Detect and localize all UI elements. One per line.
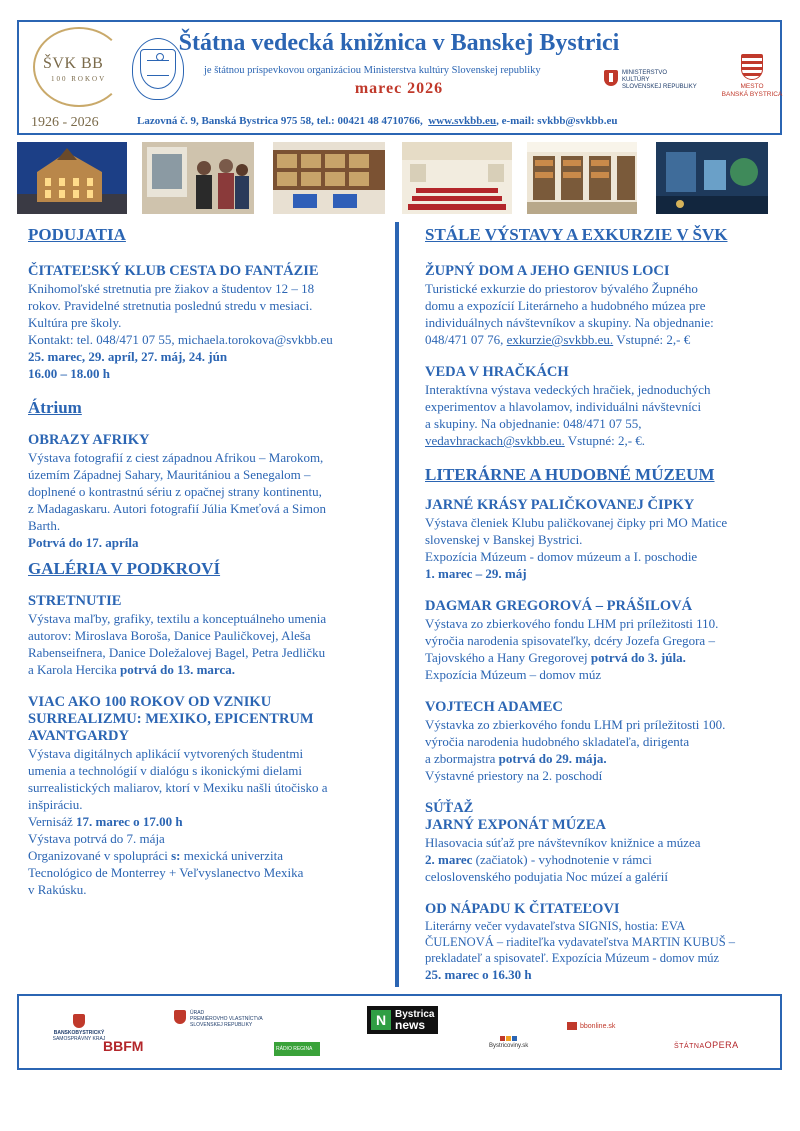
event-contact: Kontakt: tel. 048/471 07 55, michaela.torokova@svkbb.eu	[28, 332, 333, 347]
section-heading-stale-vystavy: STÁLE VÝSTAVY A EXKURZIE V ŠVK	[425, 225, 728, 244]
statna-opera-logo: ŠTÁTNAOPERA	[674, 1040, 739, 1050]
event-kicker: SÚŤAŽ	[425, 800, 474, 816]
event-until: Potrvá do 17. apríla	[28, 535, 139, 550]
city-shield-icon	[741, 54, 763, 80]
contact-address: Lazovná č. 9, Banská Bystrica 975 58, tel.: 00421 48 4710766, www.svkbb.eu, e-mail: svkbb@svkbb.eu	[137, 115, 618, 127]
urad-shield-icon	[174, 1010, 186, 1024]
event-title: VOJTECH ADAMEC	[425, 699, 563, 715]
event-title: STRETNUTIE	[28, 593, 122, 609]
bystricoviny-squares-icon	[489, 1036, 528, 1041]
bbfm-logo: BBFM	[103, 1038, 144, 1054]
photo-reading-room	[273, 142, 385, 214]
event-title: ŽUPNÝ DOM A JEHO GENIUS LOCI	[425, 263, 670, 279]
page-subtitle: je štátnou príspevkovou organizáciou Ministerstva kultúry Slovenskej republiky	[204, 65, 541, 76]
event-vernisaz: Vernisáž 17. marec o 17.00 h	[28, 814, 183, 829]
issue-month: marec 2026	[354, 80, 444, 97]
bbsk-logo: BANSKOBYSTRICKÝ SAMOSPRÁVNY KRAJ	[49, 1014, 109, 1042]
bbsk-shield-icon	[73, 1014, 85, 1028]
photo-library-shelves	[527, 142, 637, 214]
urad-logo: ÚRAD PREMIÉROVHO VLASTNÍCTVA SLOVENSKEJ REPUBLIKY	[174, 1010, 263, 1028]
bbonline-logo: bbonline.sk	[567, 1022, 615, 1030]
event-dates: 25. marec, 29. apríl, 27. máj, 24. jún	[28, 349, 228, 364]
photo-visitors	[142, 142, 254, 214]
bystricoviny-logo: Bystricoviny.sk	[489, 1036, 528, 1049]
ministry-logo: MINISTERSTVO KULTÚRY SLOVENSKEJ REPUBLIKY	[604, 70, 697, 91]
left-column: PODUJATIA ČITATEĽSKÝ KLUB CESTA DO FANTÁZIE Knihomoľské stretnutia pre žiakov a študentov 12 – 18 rokov. Pravidelné stretnutia poslednú stredu v mesiaci. Kultúra pre školy. Kontakt: tel. 048/471 07 55, michaela.torokova@svkbb.eu 25. marec, 29. apríl, 27. máj, 24. jún 16.00 – 18.00 h Átrium OBRAZY AFRIKY Výstava fotografií z ciest západnou Afrikou – Marokom, územím Západnej Sahary, Mauritániou a Senegalom – doplnené o kontrastnú sériu z opačnej strany kontinentu, z Madagaskaru. Autori fotografií Júlia Kmeťová a Simon Barth. Potrvá do 17. apríla GALÉRIA V PODKROVÍ STRETNUTIE Výstava maľby, grafiky, textilu a konceptuálneho umenia autorov: Miroslava Boroša, Danice Pauličkovej, Aleša Rabenseifnera, Danice Doležalovej Bagel, Petra Jedličku a Karola Hercika potrvá do 13. marca. VIAC AKO 100 ROKOV OD VZNIKU SURREALIZMU: MEXIKO, EPICENTRUM AVANTGARDY Výstava digitálnych aplikácií vytvorených študentmi umenia a technológií v dialógu s ikonickými dielami surrealistických maliarov, ktorí v Mexiku našli útočisko a inšpiráciu. Vernisáž 17. marec o 17.00 h Výstava potrvá do 7. mája Organizované v spolupráci s: mexická univerzita Tecnológico de Monterrey + Veľvyslanectvo Mexika v Rakúsku.	[28, 225, 388, 898]
event-time: 16.00 – 18.00 h	[28, 366, 110, 381]
photo-strip	[17, 142, 782, 214]
column-divider	[395, 222, 399, 987]
bystrica-news-logo: N Bystrica news	[367, 1006, 438, 1034]
bbonline-icon	[567, 1022, 577, 1030]
section-heading-galeria: GALÉRIA V PODKROVÍ	[28, 559, 221, 578]
event-title: JARNÉ KRÁSY PALIČKOVANEJ ČIPKY	[425, 497, 695, 513]
section-heading-atrium: Átrium	[28, 398, 82, 417]
event-title: OD NÁPADU K ČITATEĽOVI	[425, 901, 620, 917]
section-heading-muzeum: LITERÁRNE A HUDOBNÉ MÚZEUM	[425, 465, 715, 484]
page-title: Štátna vedecká knižnica v Banskej Bystrici	[178, 30, 620, 56]
logo-svk-text: ŠVK BB	[43, 55, 104, 72]
event-title: DAGMAR GREGOROVÁ – PRÁŠILOVÁ	[425, 598, 693, 614]
header-box	[17, 20, 782, 135]
event-title: ČITATEĽSKÝ KLUB CESTA DO FANTÁZIE	[28, 263, 319, 279]
section-heading-podujatia: PODUJATIA	[28, 225, 126, 244]
logo-rokov-text: 100 ROKOV	[51, 75, 107, 83]
event-title: OBRAZY AFRIKY	[28, 432, 150, 448]
event-title: VEDA V HRAČKÁCH	[425, 364, 569, 380]
news-n-icon: N	[371, 1010, 391, 1030]
event-title: VIAC AKO 100 ROKOV OD VZNIKU	[28, 694, 272, 710]
email-link-veda[interactable]: vedavhrackach@svkbb.eu.	[425, 433, 565, 448]
right-column: STÁLE VÝSTAVY A EXKURZIE V ŠVK ŽUPNÝ DOM A JEHO GENIUS LOCI Turistické exkurzie do priestorov bývalého Župného domu a expozícií Literárneho a hudobného múzea pre individuálnych návštevníkov a skupiny. Na objednanie: 048/471 07 76, exkurzie@svkbb.eu. Vstupné: 2,- € VEDA V HRAČKÁCH Interaktívna výstava vedeckých hračiek, jednoduchých experimentov a hlavolamov, individuálni návštevníci a skupiny. Na objednanie: 048/471 07 55, vedavhrackach@svkbb.eu. Vstupné: 2,- €. LITERÁRNE A HUDOBNÉ MÚZEUM JARNÉ KRÁSY PALIČKOVANEJ ČIPKY Výstava členiek Klubu paličkovanej čipky pri MO Matice slovenskej v Banskej Bystrici. Expozícia Múzeum - domov múzeum a I. poschodie 1. marec – 29. máj DAGMAR GREGOROVÁ – PRÁŠILOVÁ Výstava zo zbierkového fondu LHM pri príležitosti 110. výročia narodenia spisovateľky, dcéry Jozefa Gregora – Tajovského a Hany Gregorovej potrvá do 3. júla. Expozícia Múzeum – domov múz VOJTECH ADAMEC Výstavka zo zbierkového fondu LHM pri príležitosti 100. výročia narodenia hudobného skladateľa, dirigenta a zbormajstra potrvá do 29. mája. Výstavné priestory na 2. poschodí SÚŤAŽ JARNÝ EXPONÁT MÚZEA Hlasovacia súťaž pre návštevníkov knižnice a múzea 2. marec (začiatok) - vyhodnotenie v rámci celoslovenského podujatia Noc múzeí a galérií OD NÁPADU K ČITATEĽOVI Literárny večer vydavateľstva SIGNIS, hostia: EVA ČULENOVÁ – riaditeľka vydavateľstva MARTIN KUBUŠ – prekladateľ a spisovateľ. Expozícia Múzeum - domov múz 25. marec o 16.30 h	[425, 225, 780, 983]
photo-lecture-hall	[402, 142, 512, 214]
event-title: JARNÝ EXPONÁT MÚZEA	[425, 817, 606, 833]
logo-years-text: 1926 - 2026	[31, 115, 99, 130]
photo-building-night	[17, 142, 127, 214]
photo-museum-exhibit	[656, 142, 768, 214]
svk-bb-100-logo	[29, 27, 134, 132]
slovak-shield-icon	[604, 70, 618, 86]
radio-regina-logo: RÁDIO REGINA	[274, 1042, 320, 1056]
email-link-exkurzie[interactable]: exkurzie@svkbb.eu.	[506, 332, 614, 347]
website-link[interactable]: www.svkbb.eu	[428, 115, 497, 127]
mesto-bb-logo: MESTO BANSKÁ BYSTRICA	[717, 54, 787, 99]
sponsors-box	[17, 994, 782, 1070]
